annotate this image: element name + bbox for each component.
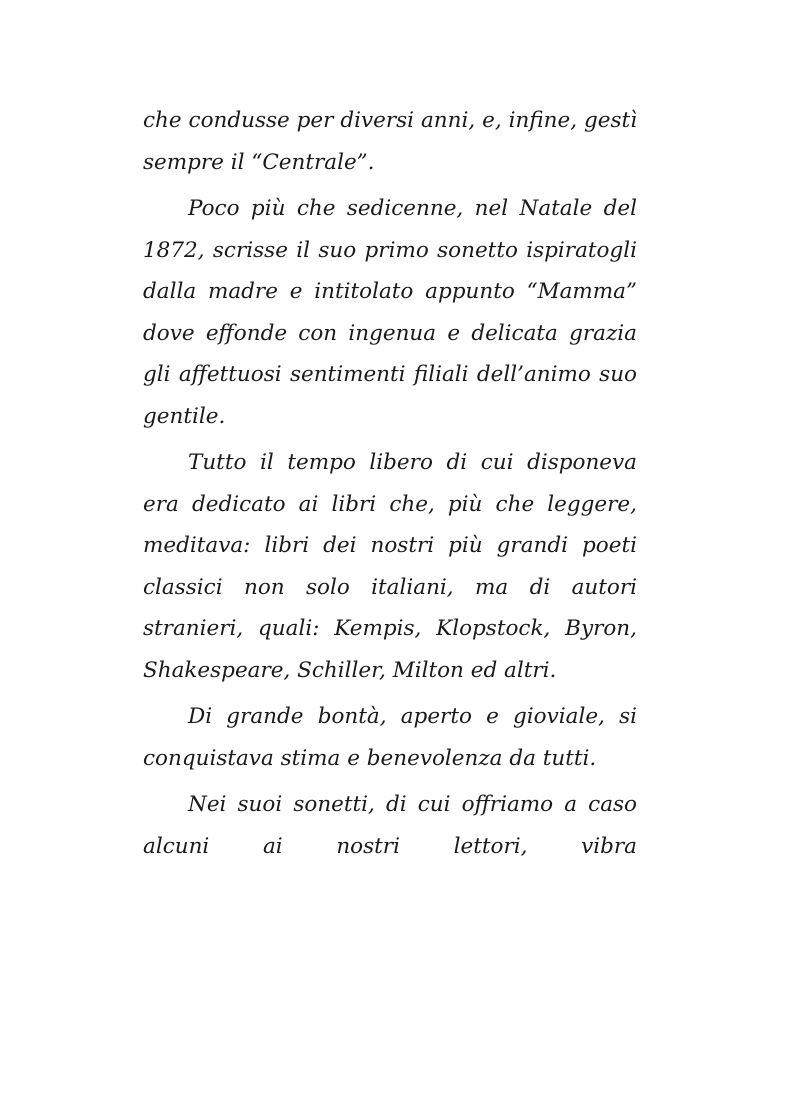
paragraph-continuation: che condusse per diversi anni, e, infine, gestì sempre il “Centrale”. [143,108,637,175]
body-text [143,100,637,867]
paragraph-free-time: Tutto il tempo libero di cui disponeva era dedicato ai libri che, più che leggere, meditava: libri dei nostri più grandi poeti classici non solo italiani, ma di autori stranieri, quali: Kempis, Klopstock, Byron, Shakespeare, Schiller, Milton ed altri. [143,450,637,683]
paragraph-kindness: Di grande bontà, aperto e gioviale, si conquistava stima e benevolenza da tutti. [143,704,637,771]
paragraph-sonnets: Nei suoi sonetti, di cui offriamo a caso alcuni ai nostri lettori, vibra [143,792,637,859]
paragraph-first-sonnet: Poco più che sedicenne, nel Natale del 1872, scrisse il suo primo sonetto ispiratogli dalla madre e intitolato appunto “Mamma” dove effonde con ingenua e delicata grazia gli affettuosi sentimenti filiali dell’animo suo gentile. [143,196,637,429]
